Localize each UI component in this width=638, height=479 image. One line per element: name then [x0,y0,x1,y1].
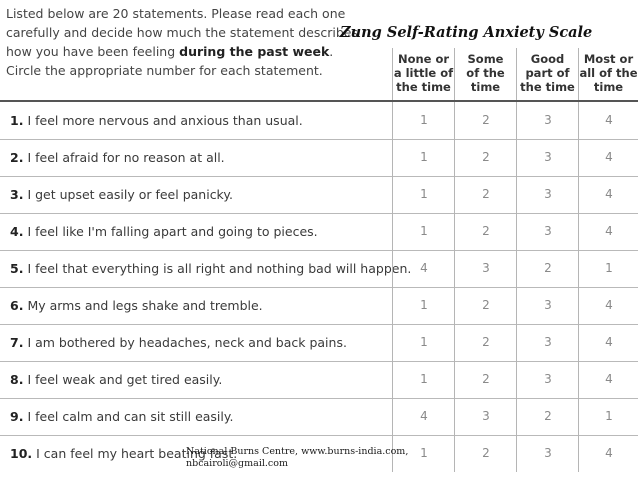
score-option[interactable]: 1 [392,324,455,361]
score-option[interactable]: 3 [516,324,579,361]
instructions-line-4: Circle the appropriate number for each statement. [6,63,323,78]
statement: 7. I am bothered by headaches, neck and back pains. [10,335,347,350]
score-option[interactable]: 4 [392,398,455,435]
table-header [0,48,638,102]
score-option[interactable]: 4 [578,102,638,139]
column-header-good: Good part of the time [516,48,578,100]
score-option[interactable]: 2 [454,139,517,176]
score-option[interactable]: 1 [392,176,455,213]
score-option[interactable]: 2 [454,287,517,324]
scale-title: Zung Self-Rating Anxiety Scale [340,24,593,41]
instructions-line-2: carefully and decide how much the statement describes [6,25,358,40]
credit-email: nbcairoli@gmail.com [186,458,288,469]
score-option[interactable]: 3 [516,361,579,398]
score-option[interactable]: 1 [392,102,455,139]
instructions-line-3-start: how you have been feeling [6,44,180,59]
score-option[interactable]: 2 [454,176,517,213]
score-option[interactable]: 2 [454,213,517,250]
score-option[interactable]: 1 [392,435,455,472]
score-option[interactable]: 3 [454,398,517,435]
column-header-some: Some of the time [454,48,516,100]
score-option[interactable]: 4 [578,287,638,324]
score-option[interactable]: 1 [392,213,455,250]
statement: 1. I feel more nervous and anxious than usual. [10,113,303,128]
statement: 8. I feel weak and get tired easily. [10,372,223,387]
table-row [0,250,638,288]
score-option[interactable]: 3 [516,176,579,213]
score-option[interactable]: 4 [578,213,638,250]
table-row [0,324,638,362]
table-row [0,287,638,325]
table-row [0,176,638,214]
score-option[interactable]: 2 [454,435,517,472]
score-option[interactable]: 4 [578,435,638,472]
score-option[interactable]: 1 [578,250,638,287]
score-option[interactable]: 2 [454,324,517,361]
score-option[interactable]: 3 [454,250,517,287]
table-row [0,102,638,140]
score-option[interactable]: 2 [516,398,579,435]
score-option[interactable]: 4 [578,176,638,213]
score-option[interactable]: 4 [392,250,455,287]
source-credit [186,446,408,470]
statement: 10. I can feel my heart beating fast. [10,446,238,461]
table-row [0,213,638,251]
score-option[interactable]: 1 [392,287,455,324]
score-option[interactable]: 2 [454,102,517,139]
column-header-none: None or a little of the time [392,48,454,100]
column-header-most: Most or all of the time [578,48,638,100]
score-option[interactable]: 2 [516,250,579,287]
statement: 5. I feel that everything is all right and nothing bad will happen. [10,261,412,276]
statement: 2. I feel afraid for no reason at all. [10,150,225,165]
score-option[interactable]: 3 [516,287,579,324]
statement: 6. My arms and legs shake and tremble. [10,298,263,313]
score-option[interactable]: 3 [516,213,579,250]
score-option[interactable]: 4 [578,324,638,361]
table-row [0,361,638,399]
score-option[interactable]: 2 [454,361,517,398]
statement: 9. I feel calm and can sit still easily. [10,409,234,424]
score-option[interactable]: 4 [578,361,638,398]
table-row [0,139,638,177]
credit-line-1: National Burns Centre, www.burns-india.com, [186,446,409,457]
table-row [0,398,638,436]
score-option[interactable]: 3 [516,139,579,176]
score-option[interactable]: 1 [578,398,638,435]
score-option[interactable]: 4 [578,139,638,176]
statement: 4. I feel like I'm falling apart and going to pieces. [10,224,318,239]
instructions-line-1: Listed below are 20 statements. Please read each one [6,6,346,21]
statement: 3. I get upset easily or feel panicky. [10,187,233,202]
score-option[interactable]: 3 [516,102,579,139]
score-option[interactable]: 1 [392,139,455,176]
score-option[interactable]: 1 [392,361,455,398]
instructions-line-3-end: . [329,44,334,59]
score-option[interactable]: 3 [516,435,579,472]
instructions-emphasis: during the past week [179,44,330,59]
